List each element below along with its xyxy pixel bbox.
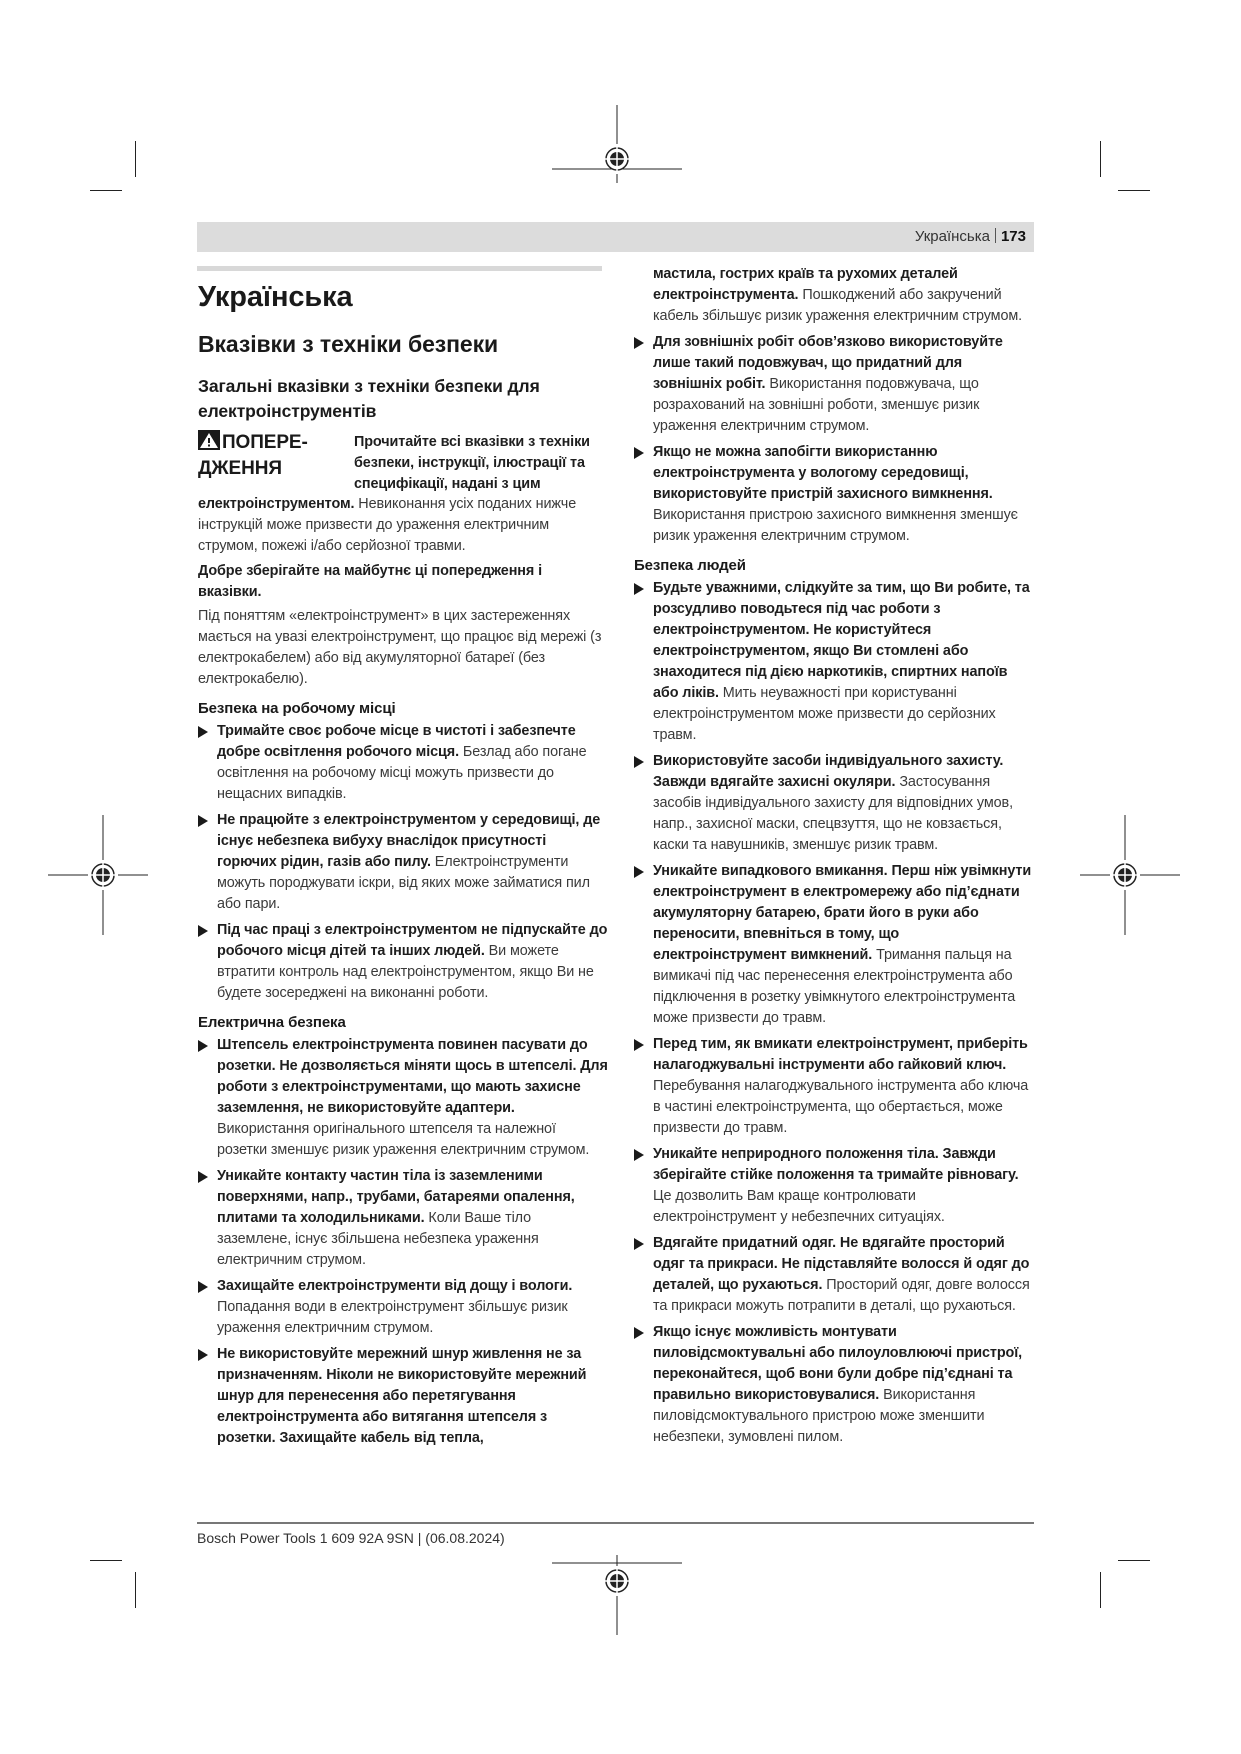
definition-text: Під поняттям «електроінструмент» в цих застереженнях мається на увазі електроінструмент, що працює від мережі (з електрокабелем) або від акумуляторної батареї (без електрокабелю).	[198, 608, 602, 687]
bullet-triangle-icon	[634, 583, 644, 595]
list-item	[634, 332, 1034, 437]
warning-text-bold: Прочитайте всі вказівки з техніки безпеки, інструкції, ілюстрації та специфікації, надані з цим	[354, 434, 590, 492]
bullet-triangle-icon	[634, 447, 644, 459]
list-item-bold: Використовуйте засоби індивідуального захисту. Завжди вдягайте захисні окуляри.	[653, 753, 1004, 790]
warning-bold-cont: електроінструментом.	[198, 496, 355, 512]
warning-block	[198, 430, 608, 494]
personal-heading: Безпека людей	[634, 557, 746, 574]
list-item-bold: Тримайте своє робоче місце в чистоті і забезпечте добре освітлення робочого місця.	[217, 723, 576, 760]
list-item-text: Коли Ваше тіло заземлене, існує збільшена небезпека ураження електричним струмом.	[217, 1210, 539, 1268]
list-item	[634, 1144, 1034, 1228]
bullet-triangle-icon	[198, 925, 208, 937]
list-item-text: Електроінструменти можуть породжувати іскри, від яких може займатися пил або пари.	[217, 854, 590, 912]
list-item-bold: Для зовнішніх робіт обов’язково використовуйте лише такий подовжувач, що придатний для зовнішніх робіт.	[653, 334, 1003, 392]
header-divider	[995, 228, 996, 243]
list-item	[198, 1035, 608, 1161]
list-item-bold: Не працюйте з електроінструментом у середовищі, де існує небезпека вибуху внаслідок присутності горючих рідин, газів або пилу.	[217, 812, 601, 870]
list-item-bold: Захищайте електроінструменти від дощу і вологи.	[217, 1278, 573, 1294]
bullet-triangle-icon	[198, 815, 208, 827]
list-item	[198, 721, 608, 805]
list-item-bold: Уникайте контакту частин тіла із заземленими поверхнями, напр., трубами, батареями опалення, плитами та холодильниками.	[217, 1168, 575, 1226]
bullet-triangle-icon	[634, 1039, 644, 1051]
list-item-text: Використання пристрою захисного вимкнення зменшує ризик ураження електричним струмом.	[653, 507, 1018, 544]
list-item-bold: Будьте уважними, слідкуйте за тим, що Ви робите, та розсудливо поводьтеся під час роботи з електроінструментом. Не користуйтеся електроінструментом, якщо Ви стомлені або знаходитеся під дією наркотиків, спиртних напоїв або ліків.	[653, 580, 1030, 701]
list-item-bold: Штепсель електроінструмента повинен пасувати до розетки. Не дозволяється міняти щось в штепселі. Для роботи з електроінструментами, що мають захисне заземлення, не використовуйте адаптери.	[217, 1037, 608, 1116]
warning-icon	[198, 430, 220, 450]
list-item	[634, 1322, 1034, 1448]
list-item-text: Використання подовжувача, що розрахований на зовнішні роботи, зменшує ризик ураження електричним струмом.	[653, 376, 980, 434]
bullet-triangle-icon	[198, 1349, 208, 1361]
warning-label-line2: ДЖЕННЯ	[198, 458, 282, 479]
list-item-text: Безлад або погане освітлення на робочому місці можуть призвести до нещасних випадків.	[217, 744, 587, 802]
list-item	[634, 1233, 1034, 1317]
bullet-triangle-icon	[634, 756, 644, 768]
right-column	[634, 264, 1034, 1453]
list-item-bold: Не використовуйте мережний шнур живлення не за призначенням. Ніколи не використовуйте мережний шнур для перенесення або перетягування електроінструмента або витягання штепселя з розетки. Захищайте кабель від тепла,	[217, 1346, 587, 1446]
list-item-bold: Якщо існує можливість монтувати пиловідсмоктувальні або пилоуловлюючі пристрої, переконайтеся, щоб вони були добре під’єднані та правильно використовувалися.	[653, 1324, 1023, 1403]
warning-continuation	[198, 494, 608, 557]
list-item	[198, 1344, 608, 1449]
list-item	[198, 1276, 608, 1339]
electrical-list	[198, 1035, 608, 1449]
electrical-list-cont	[634, 332, 1034, 547]
list-item-text: Застосування засобів індивідуального захисту для відповідних умов, напр., захисної маски, спецвзуття, що не ковзається, каски та навушників, зменшує ризик травм.	[653, 774, 1013, 853]
registration-mark-icon	[1080, 815, 1180, 935]
top-rule	[197, 266, 602, 271]
bullet-triangle-icon	[198, 1040, 208, 1052]
list-item-text: Перебування налагоджувального інструмента або ключа в частині електроінструмента, що обертається, може призвести до травм.	[653, 1078, 1029, 1136]
personal-list	[634, 578, 1034, 1448]
keep-note: Добре зберігайте на майбутнє ці попередження і вказівки.	[198, 563, 542, 600]
section-title: Загальні вказівки з техніки безпеки для електроінструментів	[198, 376, 540, 421]
list-item-text: Використання оригінального штепселя та належної розетки зменшує ризик ураження електричним струмом.	[217, 1121, 590, 1158]
left-column	[198, 278, 608, 1454]
workplace-heading: Безпека на робочому місці	[198, 700, 396, 717]
continuation-normal: Пошкоджений або закручений кабель збільшує ризик ураження електричним струмом.	[653, 287, 1023, 324]
page-number: 173	[1000, 228, 1026, 245]
bullet-triangle-icon	[198, 1171, 208, 1183]
registration-mark-icon	[552, 1555, 682, 1655]
header-language: Українська	[914, 228, 990, 245]
bottom-rule	[197, 1522, 1034, 1524]
bullet-triangle-icon	[634, 866, 644, 878]
workplace-list	[198, 721, 608, 1004]
bullet-triangle-icon	[198, 726, 208, 738]
list-item-bold: Якщо не можна запобігти використанню електроінструмента у вологому середовищі, використовуйте пристрій захисного вимкнення.	[653, 444, 993, 502]
continuation-bold: мастила, гострих країв та рухомих деталей електроінструмента.	[653, 266, 958, 303]
page-subtitle: Вказівки з техніки безпеки	[198, 331, 499, 357]
list-item	[634, 1034, 1034, 1139]
list-item-continuation	[634, 264, 1034, 327]
list-item-text: Просторий одяг, довге волосся та прикраси можуть потрапити в деталі, що рухаються.	[653, 1277, 1030, 1314]
bullet-triangle-icon	[634, 1327, 644, 1339]
list-item-text: Попадання води в електроінструмент збільшує ризик ураження електричним струмом.	[217, 1299, 568, 1336]
bullet-triangle-icon	[634, 337, 644, 349]
list-item-bold: Під час праці з електроінструментом не підпускайте до робочого місця дітей та інших людей.	[217, 922, 608, 959]
list-item	[634, 861, 1034, 1029]
list-item-text: Це дозволить Вам краще контролювати електроінструмент у небезпечних ситуаціях.	[653, 1188, 945, 1225]
list-item	[634, 442, 1034, 547]
warning-label-line1: ПОПЕРЕ-	[222, 432, 308, 453]
list-item	[198, 920, 608, 1004]
electrical-heading: Електрична безпека	[198, 1014, 346, 1031]
list-item-text: Мить неуважності при користуванні електроінструментом може призвести до серйозних травм.	[653, 685, 996, 743]
list-item	[634, 578, 1034, 746]
list-item	[198, 1166, 608, 1271]
warning-label	[198, 430, 338, 482]
registration-mark-icon	[552, 105, 682, 205]
list-item-text: Тримання пальця на вимикачі під час перенесення електроінструмента або підключення в розетку увімкнутого електроінструмента може призвести до травм.	[653, 947, 1016, 1026]
list-item	[198, 810, 608, 915]
list-item-bold: Перед тим, як вмикати електроінструмент, приберіть налагоджувальні інструменти або гайковий ключ.	[653, 1036, 1028, 1073]
bullet-triangle-icon	[634, 1238, 644, 1250]
list-item-text: Ви можете втратити контроль над електроінструментом, якщо Ви не будете зосереджені на виконанні роботи.	[217, 943, 594, 1001]
page-header	[197, 222, 1034, 252]
list-item	[634, 751, 1034, 856]
list-item-bold: Уникайте неприродного положення тіла. Завжди зберігайте стійке положення та тримайте рівновагу.	[653, 1146, 1019, 1183]
bullet-triangle-icon	[198, 1281, 208, 1293]
bullet-triangle-icon	[634, 1149, 644, 1161]
registration-mark-icon	[48, 815, 148, 935]
list-item-bold: Уникайте випадкового вмикання. Перш ніж увімкнути електроінструмент в електромережу або під’єднати акумуляторну батарею, брати його в руки або переносити, впевніться в тому, що електроінструмент вимкнений.	[653, 863, 1032, 963]
page-title: Українська	[198, 281, 353, 313]
list-item-bold: Вдягайте придатний одяг. Не вдягайте просторий одяг та прикраси. Не підставляйте волосся й одяг до деталей, що рухаються.	[653, 1235, 1030, 1293]
header-text	[915, 228, 1026, 245]
warning-normal: Невиконання усіх поданих нижче інструкцій може призвести до ураження електричним струмом, пожежі і/або серйозної травми.	[198, 496, 577, 554]
list-item-text: Використання пиловідсмоктувального пристрою може зменшити небезпеки, зумовлені пилом.	[653, 1387, 985, 1445]
page-footer: Bosch Power Tools 1 609 92A 9SN | (06.08.2024)	[197, 1530, 505, 1546]
